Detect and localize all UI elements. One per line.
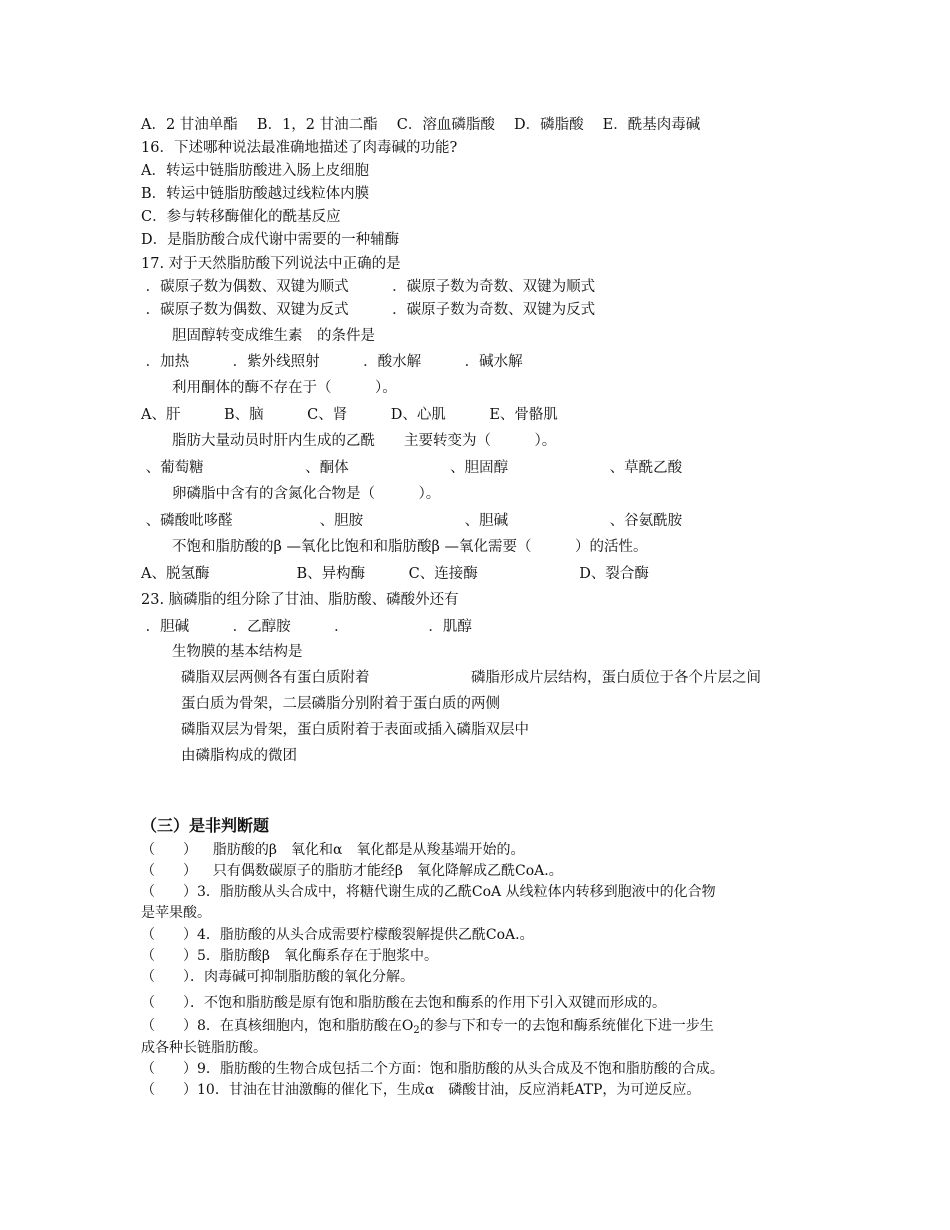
section3-title: （三）是非判断题: [141, 816, 270, 835]
q21-stem: 卵磷脂中含有的含氮化合物是（ ）。: [172, 486, 441, 502]
q20-stem: 脂肪大量动员时肝内生成的乙酰 主要转变为（ ）。: [172, 433, 557, 449]
q24-option-a: 磷脂双层两侧各有蛋白质附着 磷脂形成片层结构，蛋白质位于各个片层之间: [181, 670, 761, 686]
q18-options: ．加热 ．紫外线照射 ．酸水解 ．碱水解: [141, 354, 523, 370]
tf-item-8-line1: [141, 1016, 714, 1036]
q17-options-row1: ．碳原子数为偶数、双键为顺式 ．碳原子数为奇数、双键为顺式: [141, 279, 596, 295]
q22-options: A、脱氢酶 B、异构酶 C、连接酶 D、裂合酶: [141, 566, 649, 582]
tf-item-6: （ ）．肉毒碱可抑制脂肪酸的氧化分解。: [141, 969, 414, 985]
q24-stem: 生物膜的基本结构是: [172, 644, 303, 660]
q16-option-c: C．参与转移酶催化的酰基反应: [141, 209, 341, 225]
q17-options-row2: ．碳原子数为偶数、双键为反式 ．碳原子数为奇数、双键为反式: [141, 302, 596, 318]
q18-stem: 胆固醇转变成维生素 的条件是: [172, 328, 375, 344]
tf-item-1: （ ） 脂肪酸的β 氧化和α 氧化都是从羧基端开始的。: [141, 842, 525, 858]
tf-item-9: （ ）9．脂肪酸的生物合成包括二个方面：饱和脂肪酸的从头合成及不饱和脂肪酸的合成。: [141, 1061, 724, 1077]
q16-option-d: D．是脂肪酸合成代谢中需要的一种辅酶: [141, 232, 400, 248]
tf-item-8-line2: 成各种长链脂肪酸。: [141, 1040, 267, 1056]
q24-option-d: 由磷脂构成的微团: [181, 748, 297, 764]
tf-item-8-post: 的参与下和专一的去饱和酶系统催化下进一步生: [419, 1018, 714, 1034]
tf-item-7: （ ）．不饱和脂肪酸是原有饱和脂肪酸在去饱和酶系的作用下引入双键而形成的。: [141, 995, 666, 1011]
q19-stem: 利用酮体的酶不存在于（ ）。: [172, 380, 397, 396]
q16-stem: 16．下述哪种说法最准确地描述了肉毒碱的功能?: [141, 140, 458, 156]
tf-item-3-line2: 是苹果酸。: [141, 905, 211, 921]
q20-options: 、葡萄糖 、酮体 、胆固醇 、草酰乙酸: [141, 460, 683, 476]
q16-option-b: B．转运中链脂肪酸越过线粒体内膜: [141, 186, 370, 202]
tf-item-4: （ ）4．脂肪酸的从头合成需要柠檬酸裂解提供乙酰CoA.。: [141, 927, 534, 943]
q23-options: ．胆碱 ．乙醇胺 ． ．肌醇: [141, 619, 472, 635]
tf-item-8-pre: （ ）8．在真核细胞内，饱和脂肪酸在O: [141, 1018, 414, 1034]
q17-stem: 17. 对于天然脂肪酸下列说法中正确的是: [141, 256, 401, 272]
q15-options: A．2 甘油单酯 B．1，2 甘油二酯 C．溶血磷脂酸 D．磷脂酸 E．酰基肉毒碱: [141, 117, 701, 133]
tf-item-2: （ ） 只有偶数碳原子的脂肪才能经β 氧化降解成乙酰CoA.。: [141, 863, 563, 879]
tf-item-8-subscript: 2: [413, 1025, 420, 1036]
q16-option-a: A．转运中链脂肪酸进入肠上皮细胞: [141, 163, 369, 179]
tf-item-3-line1: （ ）3．脂肪酸从头合成中，将糖代谢生成的乙酰CoA 从线粒体内转移到胞液中的化合物: [141, 884, 716, 900]
tf-item-5: （ ）5．脂肪酸β 氧化酶系存在于胞浆中。: [141, 948, 438, 964]
q24-option-b: 蛋白质为骨架，二层磷脂分别附着于蛋白质的两侧: [181, 696, 500, 712]
q24-option-c: 磷脂双层为骨架，蛋白质附着于表面或插入磷脂双层中: [181, 722, 529, 738]
tf-item-10: （ ）10．甘油在甘油激酶的催化下，生成α 磷酸甘油，反应消耗ATP，为可逆反应。: [141, 1082, 701, 1098]
q22-stem: 不饱和脂肪酸的β —氧化比饱和和脂肪酸β —氧化需要（ ）的活性。: [172, 539, 648, 555]
q23-stem: 23. 脑磷脂的组分除了甘油、脂肪酸、磷酸外还有: [141, 592, 459, 608]
q21-options: 、磷酸吡哆醛 、胆胺 、胆碱 、谷氨酰胺: [141, 513, 683, 529]
q19-options: A、肝 B、脑 C、肾 D、心肌 E、骨骼肌: [141, 407, 558, 423]
